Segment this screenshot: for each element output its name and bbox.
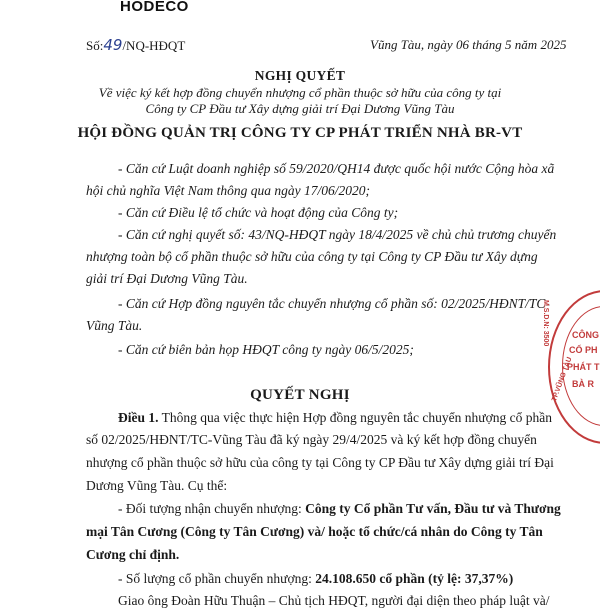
seal-text-line: BÀ R [572,379,594,389]
basis-line: nhượng toàn bộ cổ phần thuộc sở hữu của công ty tại Công ty CP Đầu tư Xây dựng [86,249,538,264]
article-1-label: Điều 1. [118,410,159,425]
seal-text-line: CỔ PH [569,345,598,355]
article-1-line: số 02/2025/HĐNT/TC-Vũng Tàu đã ký ngày 29/4/2025 và ký kết hợp đồng chuyển [86,432,537,447]
recipient-label: - Đối tượng nhận chuyển nhượng: [118,501,306,516]
basis-line: hội chủ nghĩa Việt Nam thông qua ngày 17/06/2020; [86,183,370,198]
document-title: NGHỊ QUYẾT [254,68,346,83]
seal-text-line: PHÁT T [567,362,600,372]
article-1-text: Thông qua việc thực hiện Hợp đồng nguyên tắc chuyển nhượng cổ phần [158,410,552,425]
recipient-line-3: Cương chỉ định. [86,547,180,562]
document-number [86,36,185,54]
recipient-line [118,501,561,517]
article-1-line: Dương Vũng Tàu. Cụ thể: [86,478,228,493]
company-logo: HODECO [120,0,189,15]
basis-line: - Căn cứ nghị quyết số: 43/NQ-HĐQT ngày 18/4/2025 về chủ chủ trương chuyển [118,227,557,242]
article-1-first-line [118,410,552,426]
seal-arc-text: M.S.D.N: 3500 [542,300,549,347]
basis-line: Vũng Tàu. [86,318,143,333]
board-heading: HỘI ĐỒNG QUẢN TRỊ CÔNG TY CP PHÁT TRIỂN NHÀ BR-VT [77,125,523,141]
basis-line: - Căn cứ biên bản họp HĐQT công ty ngày 06/5/2025; [118,342,414,357]
quantity-label: - Số lượng cổ phần chuyển nhượng: [118,571,316,586]
seal-text-line: CÔNG [572,330,599,340]
partial-last-line: Giao ông Đoàn Hữu Thuận – Chủ tịch HĐQT, người đại diện theo pháp luật và/ [118,593,550,608]
doc-number-handwritten: 49 [103,36,123,54]
resolution-heading: QUYẾT NGHỊ [250,387,350,403]
doc-number-prefix: Số: [86,38,104,53]
subtitle-line-1: Về việc ký kết hợp đồng chuyển nhượng cổ phần thuộc sở hữu của công ty tại [98,85,502,100]
article-1-line: nhượng cổ phần thuộc sở hữu của công ty tại Công ty CP Đầu tư Xây dựng giải trí Đại [86,455,554,470]
subtitle-line-2: Công ty CP Đầu tư Xây dựng giải trí Đại Dương Vũng Tàu [145,101,455,116]
basis-line: - Căn cứ Hợp đồng nguyên tắc chuyển nhượng cổ phần số: 02/2025/HĐNT/TC- [118,296,550,311]
seal-arc-bottom: TP.VŨNG TÀU [551,356,574,403]
basis-line: giải trí Đại Dương Vũng Tàu. [86,271,248,286]
quantity-value: 24.108.650 cổ phần (tỷ lệ: 37,37%) [315,571,514,586]
doc-number-suffix: /NQ-HĐQT [122,38,186,53]
basis-line: - Căn cứ Điều lệ tổ chức và hoạt động của Công ty; [118,205,399,220]
place-date: Vũng Tàu, ngày 06 tháng 5 năm 2025 [370,37,567,52]
recipient-name: Công ty Cổ phần Tư vấn, Đầu tư và Thương [305,501,561,516]
basis-line: - Căn cứ Luật doanh nghiệp số 59/2020/QH14 được quốc hội nước Cộng hòa xã [118,161,555,176]
recipient-line-2: mại Tân Cương (Công ty Tân Cương) và/ hoặc tổ chức/cá nhân do Công ty Tân [86,524,543,539]
quantity-line [118,571,513,587]
